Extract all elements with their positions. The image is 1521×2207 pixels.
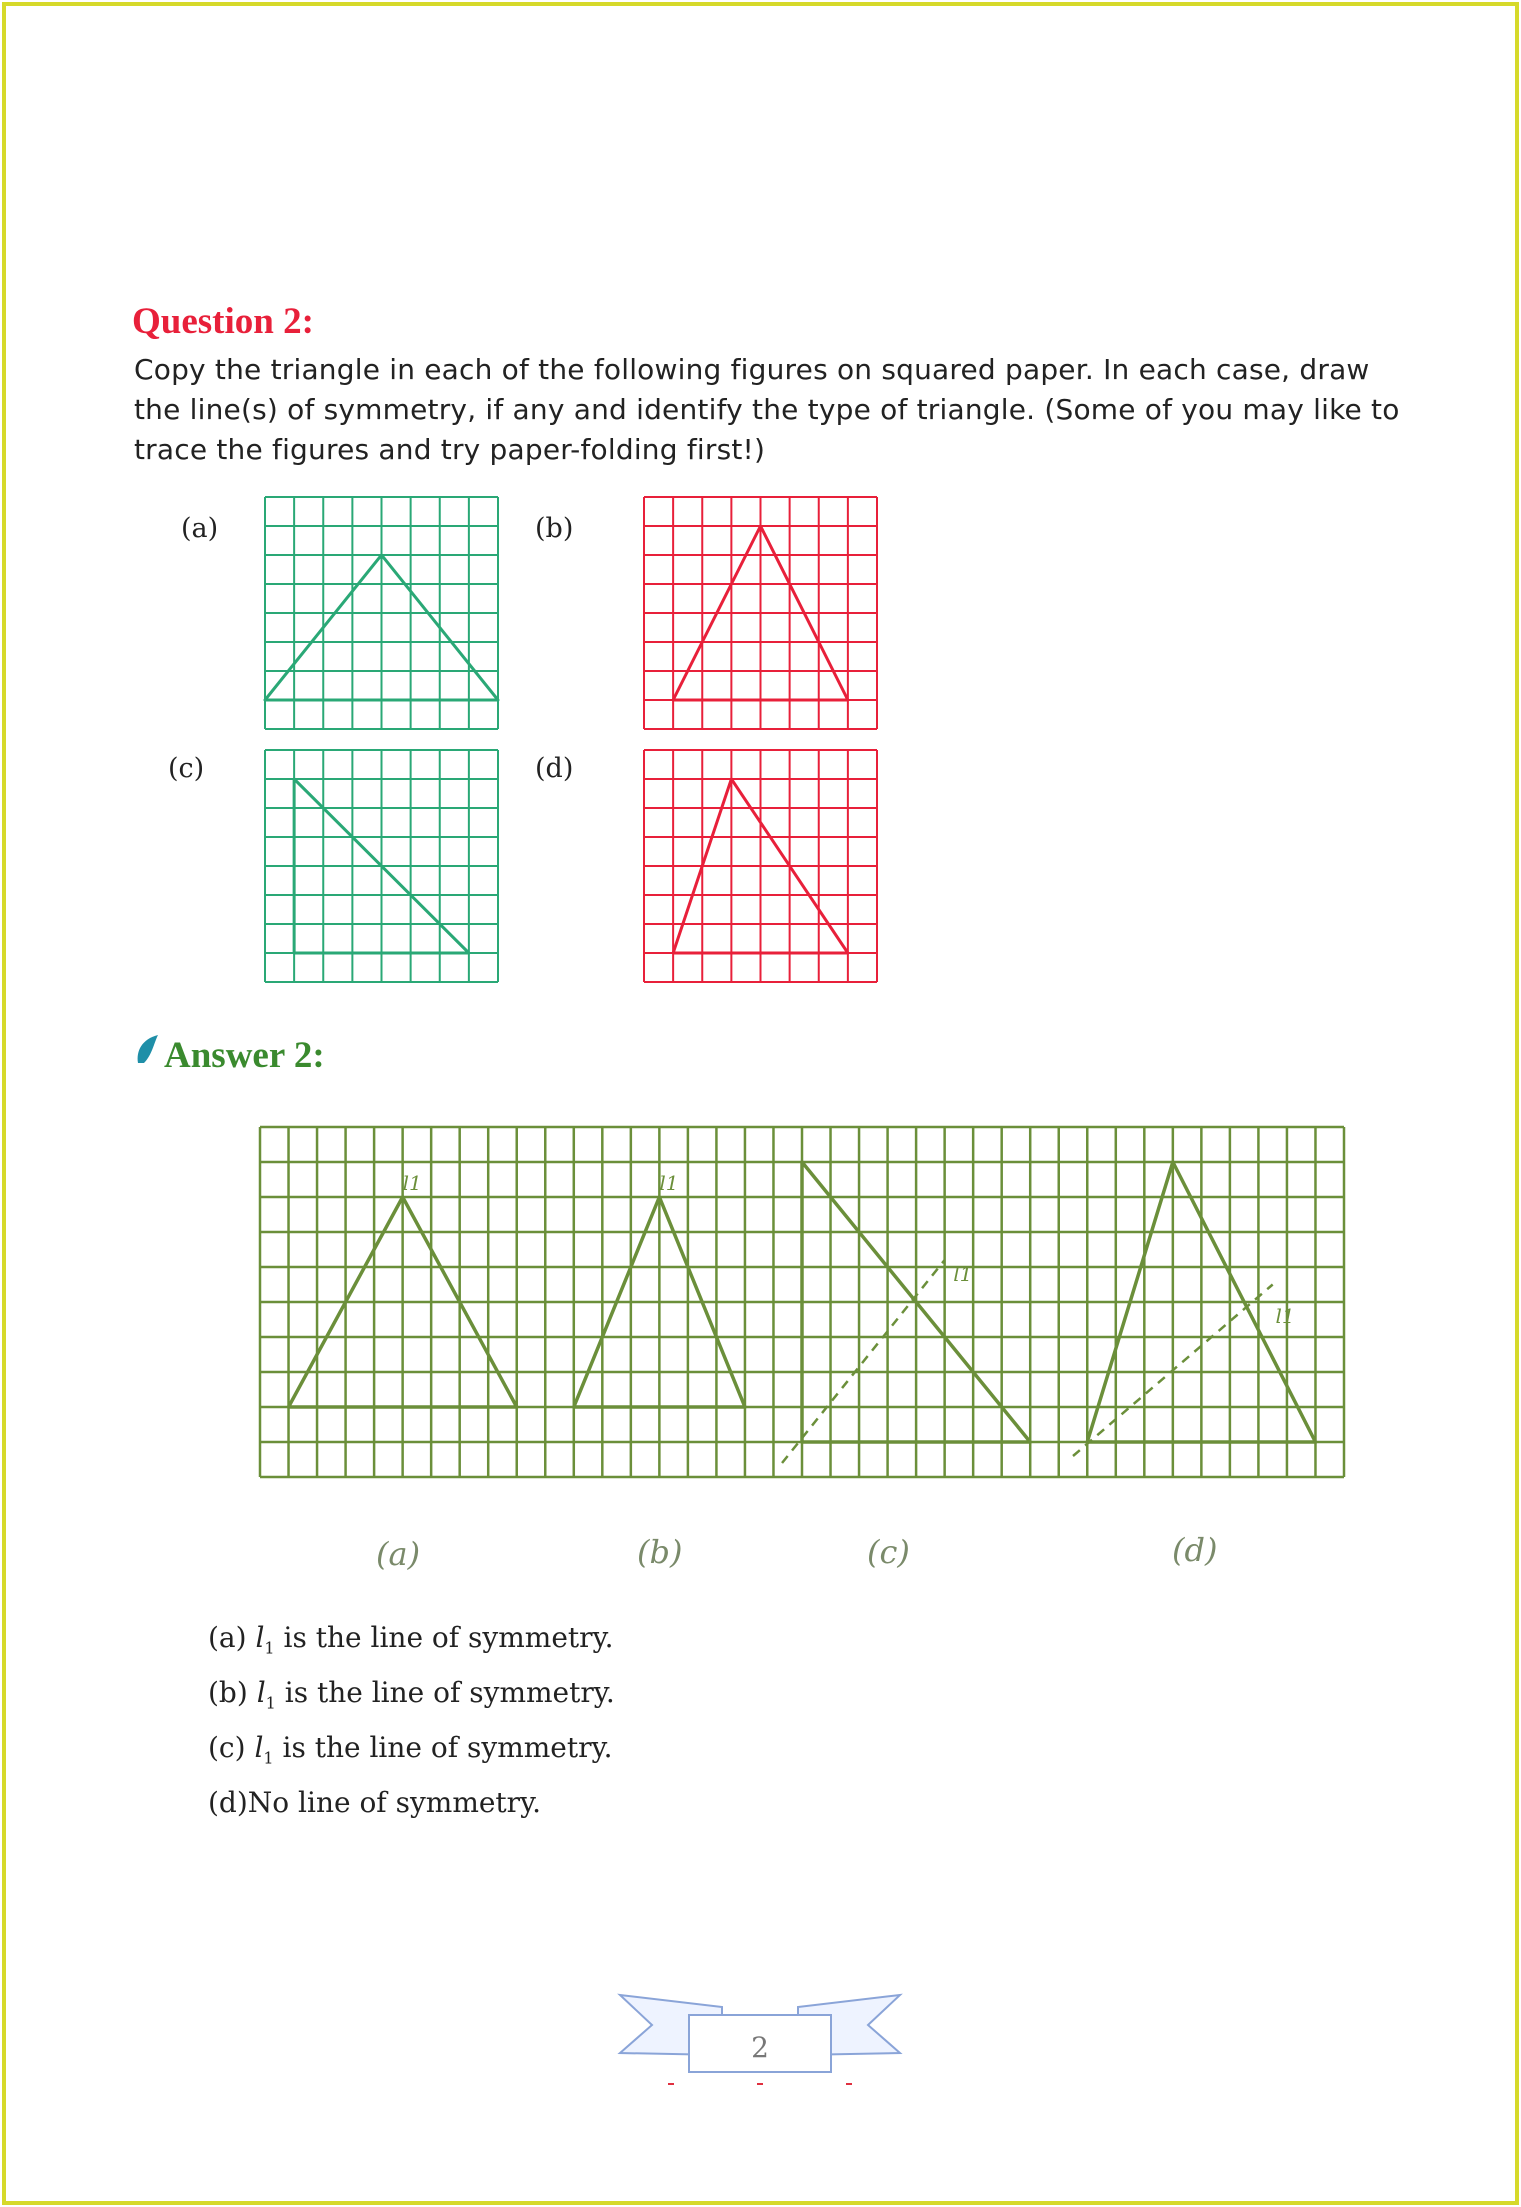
answer-prefix: (d) bbox=[208, 1786, 248, 1819]
figure-label-b: (b) bbox=[535, 513, 574, 544]
answer-line-d bbox=[208, 1786, 541, 1819]
answer-figure-label-a: (a) bbox=[376, 1535, 421, 1573]
answer-var: l bbox=[254, 1731, 264, 1764]
line-label-l1: l1 bbox=[402, 1171, 422, 1195]
grid-figure-a bbox=[263, 495, 501, 731]
grid-figure-d bbox=[642, 748, 880, 984]
answer-sub: 1 bbox=[265, 1693, 276, 1713]
answer-text: is the line of symmetry. bbox=[284, 1676, 615, 1709]
page-number-ribbon bbox=[612, 1985, 908, 2085]
answer-line-b bbox=[208, 1676, 615, 1713]
answer-text: No line of symmetry. bbox=[247, 1786, 542, 1819]
answer-sub: 1 bbox=[264, 1638, 275, 1658]
symmetry-line-dashed bbox=[782, 1260, 945, 1463]
answer-line-a bbox=[208, 1621, 614, 1658]
answer-heading: Answer 2: bbox=[164, 1035, 325, 1076]
figure-label-d: (d) bbox=[535, 753, 574, 784]
grid-figure-b bbox=[642, 495, 880, 731]
answer-text: is the line of symmetry. bbox=[283, 1621, 614, 1654]
page-number: 2 bbox=[751, 2031, 769, 2064]
grid-figure-c bbox=[263, 748, 501, 984]
answer-grid-figure bbox=[258, 1125, 1348, 1485]
question-heading: Question 2: bbox=[132, 301, 314, 342]
answer-text: is the line of symmetry. bbox=[282, 1731, 613, 1764]
line-label-l1: l1 bbox=[953, 1262, 973, 1286]
answer-prefix: (a) bbox=[208, 1621, 247, 1654]
figure-label-c: (c) bbox=[168, 753, 205, 784]
question-text: Copy the triangle in each of the following figures on squared paper. In each case, draw the line(s) of symmetry, if any and identify the type of triangle. (Some of you may like to trace the figures and try paper-folding first!) bbox=[134, 353, 1400, 466]
answer-figure-label-c: (c) bbox=[867, 1533, 910, 1571]
answer-line-c bbox=[208, 1731, 613, 1768]
figure-label-a: (a) bbox=[181, 513, 219, 544]
answer-figure-label-b: (b) bbox=[637, 1533, 683, 1571]
line-label-l1: l1 bbox=[1275, 1304, 1295, 1328]
line-label-l1: l1 bbox=[659, 1171, 679, 1195]
answer-prefix: (c) bbox=[208, 1731, 246, 1764]
answer-var: l bbox=[256, 1676, 266, 1709]
answer-sub: 1 bbox=[263, 1748, 274, 1768]
answer-var: l bbox=[255, 1621, 265, 1654]
answer-figure-label-d: (d) bbox=[1172, 1531, 1218, 1569]
answer-prefix: (b) bbox=[208, 1676, 248, 1709]
logo-icon bbox=[132, 1033, 162, 1069]
